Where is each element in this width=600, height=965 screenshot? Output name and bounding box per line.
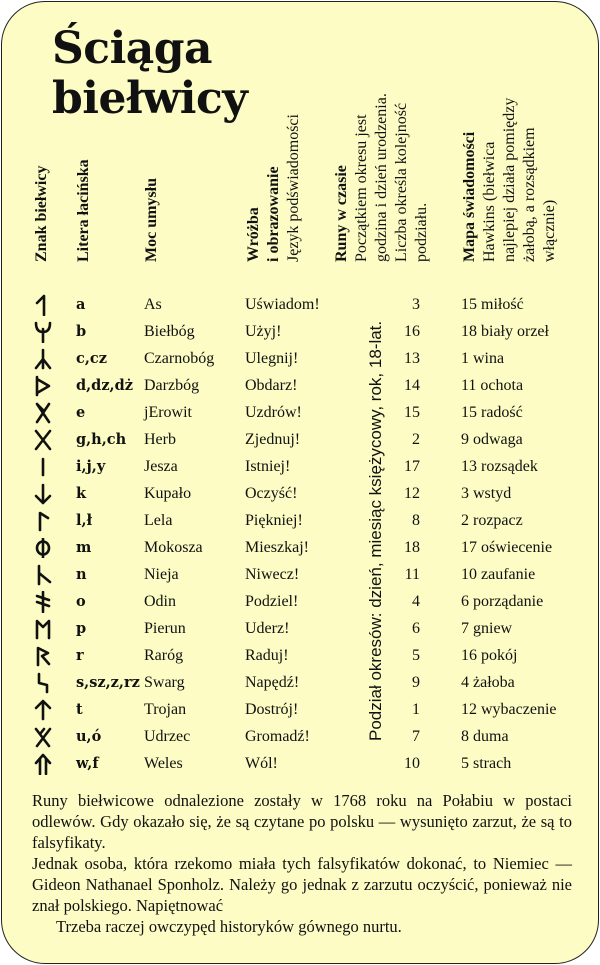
table-row — [2, 429, 598, 455]
header-mapa: Mapa świadomości Hawkins (biełwica najlepiej działa pomiędzy żałobą, a rozsądkiem włącznie) — [461, 97, 558, 262]
divination: Raduj! — [245, 647, 289, 664]
rune-18-icon — [32, 753, 54, 775]
table-row — [2, 645, 598, 671]
consciousness-map: 5 strach — [461, 755, 512, 772]
consciousness-map: 15 radość — [461, 404, 523, 421]
latin-letter: d,dz,dż — [76, 377, 133, 394]
footer-text — [32, 790, 572, 937]
table-row — [2, 726, 598, 752]
divination: Mieszkaj! — [245, 539, 309, 556]
period-number: 13 — [404, 350, 420, 367]
consciousness-map: 15 miłość — [461, 296, 524, 313]
rune-3-icon — [32, 348, 54, 370]
consciousness-map: 18 biały orzeł — [461, 323, 549, 340]
period-number: 15 — [404, 404, 420, 421]
mind-power: As — [144, 296, 162, 313]
mind-power: Czarnobóg — [144, 350, 215, 367]
rune-14-icon — [32, 645, 54, 667]
latin-letter: i,j,y — [76, 458, 106, 475]
divination: Ulegnij! — [245, 350, 299, 367]
mind-power: Raróg — [144, 647, 184, 664]
table-row — [2, 294, 598, 320]
period-number: 14 — [404, 377, 420, 394]
rune-13-icon — [32, 618, 54, 640]
rune-7-icon — [32, 456, 54, 478]
divination: Dostrój! — [245, 701, 299, 718]
header-runy: Runy w czasie Początkiem okresu jest godzina i dzień urodzenia. Liczba określa kolejność podziału. — [333, 93, 430, 262]
rune-12-icon — [32, 591, 54, 613]
header-litera: Litera łacińska — [75, 159, 92, 262]
period-number: 18 — [404, 539, 420, 556]
period-number: 2 — [412, 431, 420, 448]
divination: Obdarz! — [245, 377, 298, 394]
table-row — [2, 510, 598, 536]
latin-letter: s,sz,z,rz — [76, 674, 140, 691]
rune-4-icon — [32, 375, 54, 397]
mind-power: Trojan — [144, 701, 187, 718]
latin-letter: b — [76, 323, 87, 340]
period-number: 16 — [404, 323, 420, 340]
period-number: 5 — [412, 647, 420, 664]
consciousness-map: 16 pokój — [461, 647, 518, 664]
footer-paragraph: Runy biełwicowe odnalezione zostały w 1768 roku na Połabiu w postaci odlewów. Gdy okazało się, że są czytane po polsku — wysunięto zarzut, że są to falsyfikaty. — [32, 791, 572, 852]
period-number: 17 — [404, 458, 420, 475]
table-row — [2, 564, 598, 590]
rune-9-icon — [32, 510, 54, 532]
consciousness-map: 9 odwaga — [461, 431, 523, 448]
latin-letter: k — [76, 485, 87, 502]
consciousness-map: 6 porządanie — [461, 593, 544, 610]
consciousness-map: 4 żałoba — [461, 674, 515, 691]
rune-1-icon — [32, 294, 54, 316]
divination: Uderz! — [245, 620, 290, 637]
divination: Użyj! — [245, 323, 282, 340]
consciousness-map: 1 wina — [461, 350, 505, 367]
mind-power: Mokosza — [144, 539, 203, 556]
table-row — [2, 672, 598, 698]
consciousness-map: 3 wstyd — [461, 485, 512, 502]
mind-power: Udrzec — [144, 728, 191, 745]
rune-17-icon — [32, 726, 54, 748]
title-line-1: Ściąga — [52, 23, 213, 74]
divination: Napędź! — [245, 674, 300, 691]
mind-power: Jesza — [144, 458, 178, 475]
table-row — [2, 402, 598, 428]
divination: Niwecz! — [245, 566, 300, 583]
period-number: 3 — [412, 296, 420, 313]
mind-power: Lela — [144, 512, 173, 529]
table-row — [2, 537, 598, 563]
consciousness-map: 7 gniew — [461, 620, 513, 637]
divination: Uświadom! — [245, 296, 320, 313]
consciousness-map: 11 ochota — [461, 377, 524, 394]
consciousness-map: 13 rozsądek — [461, 458, 538, 475]
rune-16-icon — [32, 699, 54, 721]
consciousness-map: 17 oświecenie — [461, 539, 553, 556]
table-row — [2, 591, 598, 617]
mind-power: Pierun — [144, 620, 186, 637]
consciousness-map: 10 zaufanie — [461, 566, 536, 583]
latin-letter: c,cz — [76, 350, 107, 367]
latin-letter: l,ł — [76, 512, 93, 529]
table-row — [2, 753, 598, 779]
consciousness-map: 2 rozpacz — [461, 512, 523, 529]
period-number: 4 — [412, 593, 420, 610]
divination: Oczyść! — [245, 485, 298, 502]
table-row — [2, 618, 598, 644]
header-znak: Znak biełwicy — [33, 165, 50, 262]
latin-letter: g,h,ch — [76, 431, 127, 448]
rune-2-icon — [32, 321, 54, 343]
divination: Piękniej! — [245, 512, 303, 529]
period-number: 12 — [404, 485, 420, 502]
consciousness-map: 8 duma — [461, 728, 509, 745]
latin-letter: a — [76, 296, 86, 313]
divination: Uzdrów! — [245, 404, 302, 421]
divination: Gromadź! — [245, 728, 310, 745]
mind-power: Weles — [144, 755, 183, 772]
rune-5-icon — [32, 402, 54, 424]
divination: Istniej! — [245, 458, 291, 475]
table-row — [2, 375, 598, 401]
rune-6-icon — [32, 429, 54, 451]
table-row — [2, 321, 598, 347]
header-wrozba: Wróżba i obrazowanie Język podświadomości — [245, 114, 302, 262]
page-title — [52, 24, 247, 124]
podzial-label: Podział okresów: dzień, miesiąc księżycowy, rok, 18-lat. — [366, 320, 385, 742]
rune-15-icon — [32, 672, 54, 694]
mind-power: jErowit — [144, 404, 192, 421]
latin-letter: u,ó — [76, 728, 102, 745]
period-number: 10 — [404, 755, 420, 772]
latin-letter: w,f — [76, 755, 99, 772]
period-number: 8 — [412, 512, 420, 529]
header-moc: Moc umysłu — [143, 178, 160, 262]
latin-letter: e — [76, 404, 86, 421]
period-number: 11 — [404, 566, 420, 583]
table-row — [2, 699, 598, 725]
mind-power: Swarg — [144, 674, 185, 691]
rune-11-icon — [32, 564, 54, 586]
period-number: 1 — [412, 701, 420, 718]
period-number: 9 — [412, 674, 420, 691]
divination: Wól! — [245, 755, 278, 772]
table-row — [2, 348, 598, 374]
rune-8-icon — [32, 483, 54, 505]
mind-power: Kupało — [144, 485, 192, 502]
mind-power: Darzbóg — [144, 377, 200, 394]
mind-power: Herb — [144, 431, 176, 448]
table-row — [2, 456, 598, 482]
footer-paragraph: Trzeba raczej owczypęd historyków gównego nurtu. — [56, 917, 402, 936]
table-row — [2, 483, 598, 509]
period-number: 7 — [412, 728, 420, 745]
rune-10-icon — [32, 537, 54, 559]
latin-letter: m — [76, 539, 92, 556]
title-line-2: biełwicy — [52, 73, 248, 124]
divination: Zjednuj! — [245, 431, 301, 448]
latin-letter: o — [76, 593, 86, 610]
divination: Podziel! — [245, 593, 299, 610]
latin-letter: t — [76, 701, 83, 718]
consciousness-map: 12 wybaczenie — [461, 701, 557, 718]
cheat-sheet-card — [1, 1, 599, 964]
mind-power: Nieja — [144, 566, 179, 583]
latin-letter: n — [76, 566, 87, 583]
mind-power: Odin — [144, 593, 176, 610]
latin-letter: r — [76, 647, 84, 664]
mind-power: Biełbóg — [144, 323, 195, 340]
footer-paragraph: Jednak osoba, która rzekomo miała tych falsyfikatów dokonać, to Niemiec — Gideon Nathanael Sponholz. Należy go jednak z zarzutu oczyścić, ponieważ nie znał polskiego. Napiętnować — [32, 854, 572, 915]
latin-letter: p — [76, 620, 87, 637]
period-number: 6 — [412, 620, 420, 637]
